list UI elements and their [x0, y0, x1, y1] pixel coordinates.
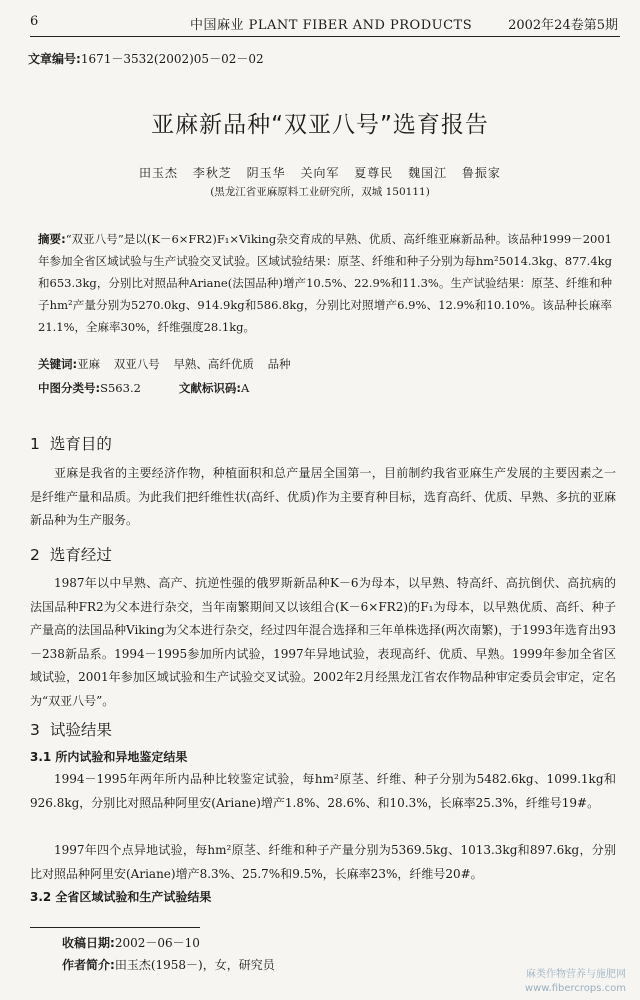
author-list: 田玉杰 李秋芝 阴玉华 关向军 夏尊民 魏国江 鲁振家	[139, 166, 501, 180]
doc-code-label: 文献标识码:	[178, 381, 242, 395]
abstract-text: “双亚八号”是以(K－6×FR2)F₁×Viking杂交育成的早熟、优质、高纤维亚麻新品种。该品种1999－2001年参加全省区域试验与生产试验交叉试验。区域试验结果：原茎、纤维和种子分别为每hm²5014.3kg、877.4kg和653.3kg，分别比对照品种Ariane(法国品种)增产10.5%、22.9%和11.3%。生产试验结果：原茎、纤维和种子hm²产量分别为5270.0kg、914.9kg和586.8kg，分别比对照增产6.9%、12.9%和10.10%。该品种长麻率21.1%，全麻率30%，纤维强度28.1kg。	[38, 232, 612, 334]
watermark-line-1: 麻类作物营养与施肥网	[526, 969, 626, 980]
section-number: 2	[30, 546, 40, 564]
footnote-author	[62, 956, 275, 973]
subsection-3-1-para-1: 1994－1995年两年所内品种比较鉴定试验，每hm²原茎、纤维、种子分别为5482.6kg、1099.1kg和926.8kg，分别比对照品种阿里安(Ariane)增产1.8%、28.6%、和10.3%，长麻率25.3%，纤维号19#。	[30, 772, 616, 810]
running-header	[30, 12, 620, 37]
abstract-label: 摘要:	[38, 232, 66, 246]
section-title: 选育目的	[49, 435, 112, 453]
subsection-heading-3-1: 3.1 所内试验和异地鉴定结果	[30, 750, 188, 764]
watermark-line-2: www.fibercrops.com	[524, 983, 626, 994]
section-title: 试验结果	[49, 721, 112, 739]
issue-info: 2002年24卷第5期	[508, 18, 618, 33]
section-number: 3	[30, 721, 40, 739]
doc-code-value: A	[241, 381, 250, 395]
received-label: 收稿日期:	[62, 936, 115, 950]
keywords	[38, 356, 291, 372]
subsection-heading-3-2: 3.2 全省区域试验和生产试验结果	[30, 890, 212, 904]
journal-name: 中国麻业 PLANT FIBER AND PRODUCTS	[190, 18, 473, 33]
page-number: 6	[30, 14, 39, 29]
subsection-3-1-para-2: 1997年四个点异地试验，每hm²原茎、纤维和种子产量分别为5369.5kg、1013.3kg和897.6kg，分别比对照品种阿里安(Ariane)增产8.3%、25.7%和9.5%，长麻率23%，纤维号20#。	[30, 843, 616, 881]
keywords-value: 亚麻 双亚八号 早熟、高纤优质 品种	[77, 357, 291, 371]
abstract	[38, 228, 612, 338]
affiliation: (黑龙江省亚麻原料工业研究所，双城 150111)	[210, 186, 430, 198]
keywords-label: 关键词:	[38, 357, 78, 371]
footnote-received	[62, 934, 200, 951]
article-number-label: 文章编号:	[28, 52, 81, 66]
section-2-body: 1987年以中早熟、高产、抗逆性强的俄罗斯新品种K－6为母本，以早熟、特高纤、高抗倒伏、高抗病的法国品种FR2为父本进行杂交，当年南繁期间又以该组合(K－6×FR2)的F₁为母本，以早熟优质、高纤、种子产量高的法国品种Viking为父本进行杂交，经过四年混合选择和三年单株选择(两次南繁)，于1993年选育出93－238新品系。1994－1995参加所内试验，1997年异地试验，表现高纤、优质、早熟。1999年参加全省区域试验，2001年参加区域试验和生产试验交叉试验。2002年2月经黑龙江省农作物品种审定委员会审定，定名为“双亚八号”。	[30, 576, 616, 708]
section-1-body: 亚麻是我省的主要经济作物，种植面积和总产量居全国第一，目前制约我省亚麻生产发展的主要因素之一是纤维产量和品质。为此我们把纤维性状(高纤、优质)作为主要育种目标，选育高纤、优质、早熟、多抗的亚麻新品种为生产服务。	[30, 466, 616, 527]
site-watermark	[525, 968, 626, 996]
classification	[38, 380, 249, 396]
section-number: 1	[30, 435, 40, 453]
article-number-value: 1671－3532(2002)05－02－02	[80, 52, 264, 66]
section-heading-3	[30, 718, 112, 740]
author-bio-value: 田玉杰(1958－)，女，研究员	[114, 958, 275, 972]
article-number	[28, 50, 264, 67]
footnote-rule	[30, 927, 200, 928]
received-date: 2002－06－10	[114, 936, 200, 950]
paper-title: 亚麻新品种“双亚八号”选育报告	[151, 112, 489, 138]
author-bio-label: 作者简介:	[62, 958, 115, 972]
section-heading-1	[30, 432, 112, 454]
clc-value: S563.2	[100, 381, 141, 395]
section-heading-2	[30, 543, 112, 565]
section-title: 选育经过	[49, 546, 112, 564]
clc-label: 中图分类号:	[38, 381, 101, 395]
